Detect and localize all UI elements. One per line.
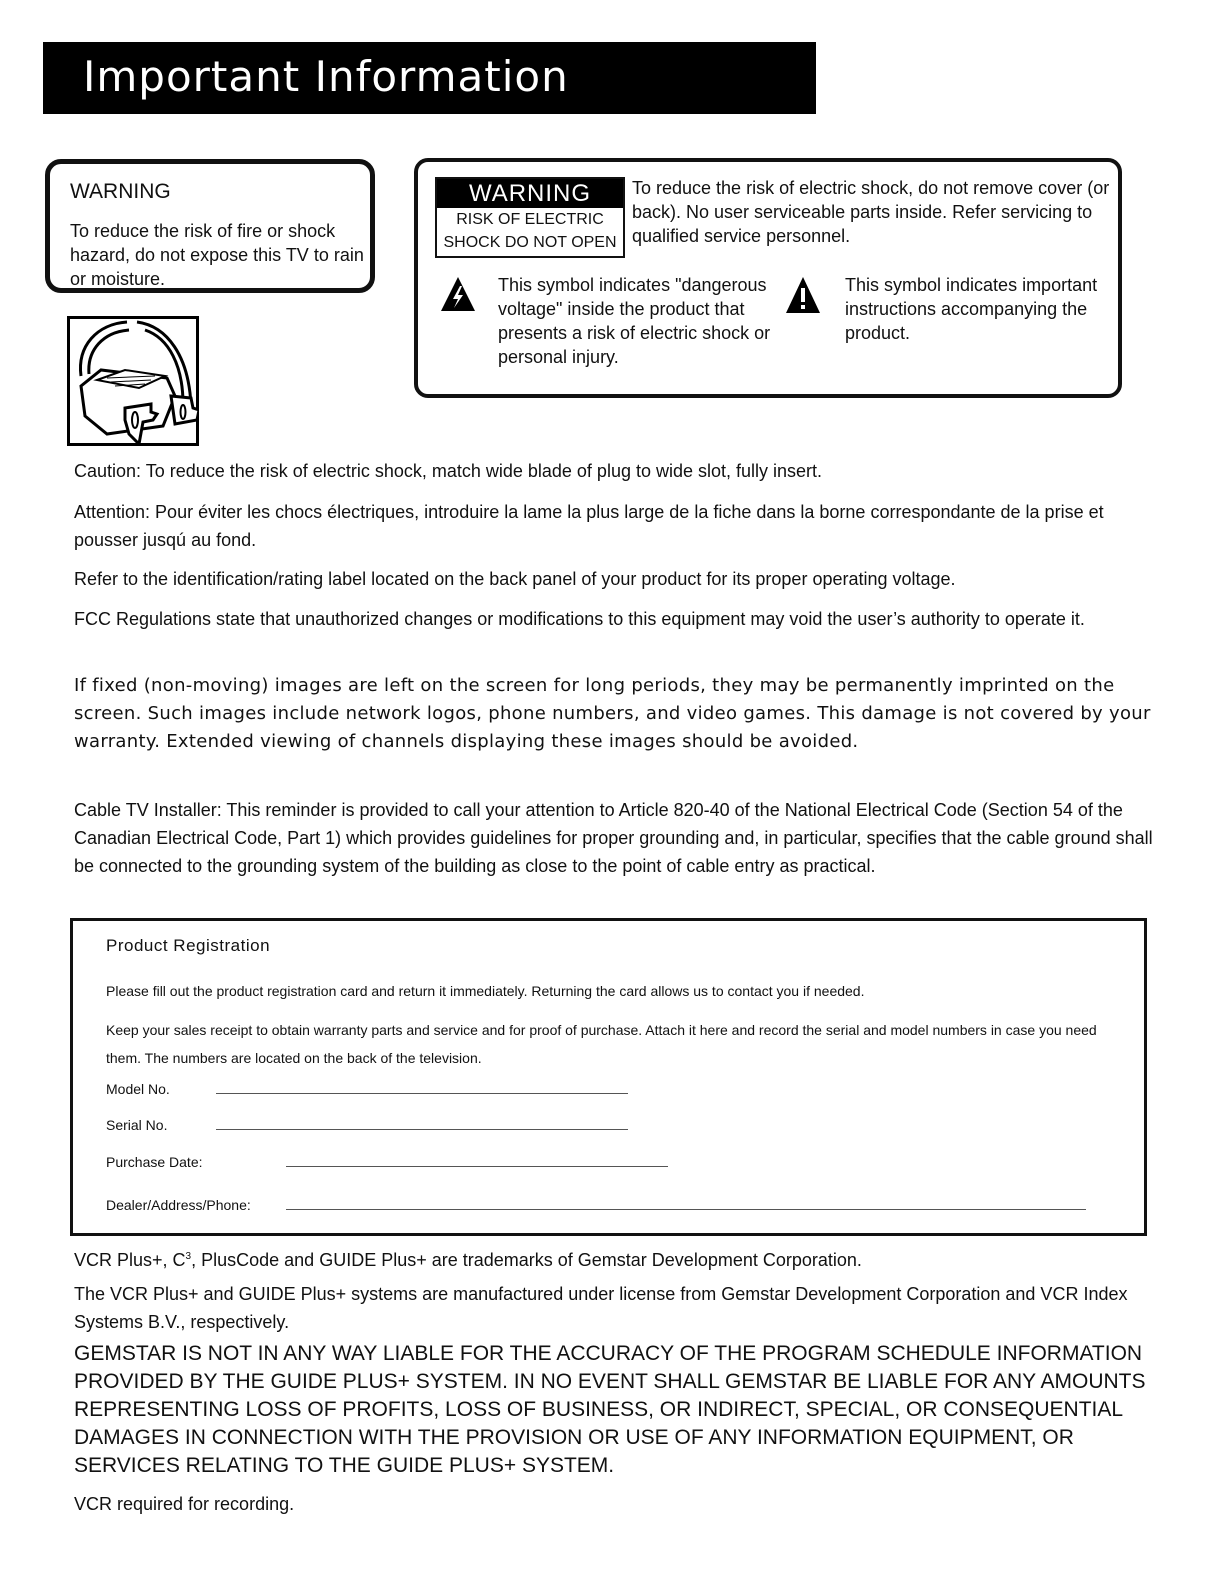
registration-text-1: Please fill out the product registration card and return it immediately. Returning the card allows us to contact you if needed. [106, 983, 865, 999]
license-paragraph: The VCR Plus+ and GUIDE Plus+ systems are manufactured under license from Gemstar Development Corporation and VCR Index Systems B.V., respectively. [74, 1284, 1128, 1332]
warning-label-heading: WARNING [437, 179, 623, 208]
rating-label-paragraph: Refer to the identification/rating label located on the back panel of your product for its proper operating voltage. [74, 569, 956, 589]
serial-number-field[interactable] [106, 1117, 628, 1133]
warning-label-line-1: RISK OF ELECTRIC [456, 211, 604, 228]
warning-label-line-2: SHOCK DO NOT OPEN [443, 234, 617, 251]
instructions-symbol-description: This symbol indicates important instructions accompanying the product. [845, 275, 1098, 343]
attention-paragraph: Attention: Pour éviter les chocs électriques, introduire la lame la plus large de la fiche dans la borne correspondante de la prise et pousser jusqú au fond. [74, 502, 1104, 550]
warning-heading: WARNING [70, 180, 171, 203]
lightning-warning-triangle-icon [440, 276, 476, 312]
serial-number-label: Serial No. [106, 1117, 168, 1133]
vcr-required-note: VCR required for recording. [74, 1494, 295, 1514]
warning-label [435, 177, 625, 258]
dealer-address-phone-field[interactable] [106, 1197, 1086, 1213]
gemstar-disclaimer: GEMSTAR IS NOT IN ANY WAY LIABLE FOR THE ACCURACY OF THE PROGRAM SCHEDULE INFORMATION PROVIDED BY THE GUIDE PLUS+ SYSTEM. IN NO EVENT SHALL GEMSTAR BE LIABLE FOR ANY AMOUNTS REPRESENTING LOSS OF PROFITS, LOSS OF BUSINESS, OR INDIRECT, SPECIAL, OR CONSEQUENTIAL DAMAGES IN CONNECTION WITH THE PROVISION OR USE OF ANY INFORMATION EQUIPMENT, OR SERVICES RELATING TO THE GUIDE PLUS+ SYSTEM. [74, 1342, 1146, 1477]
warning-text: To reduce the risk of fire or shock hazard, do not expose this TV to rain or moisture. [70, 221, 364, 289]
trademarks-text-a: VCR Plus+, C [74, 1250, 186, 1270]
model-number-line[interactable] [216, 1092, 628, 1094]
purchase-date-label: Purchase Date: [106, 1154, 203, 1170]
warning-message: To reduce the risk of electric shock, do not remove cover (or back). No user serviceable parts inside. Refer servicing to qualified service personnel. [632, 178, 1110, 246]
voltage-symbol-description: This symbol indicates "dangerous voltage" inside the product that presents a risk of electric shock or personal injury. [498, 275, 771, 367]
fixed-images-paragraph: If fixed (non-moving) images are left on the screen for long periods, they may be permanently imprinted on the screen. Such images include network logos, phone numbers, and video games. This damage is not covered by your warranty. Extended viewing of channels displaying these images should be avoided. [74, 675, 1151, 752]
purchase-date-field[interactable] [106, 1154, 668, 1170]
purchase-date-line[interactable] [286, 1165, 668, 1167]
warning-box-moisture [45, 159, 375, 293]
page-title-bar [43, 42, 816, 114]
fcc-paragraph: FCC Regulations state that unauthorized changes or modifications to this equipment may void the user’s authority to operate it. [74, 609, 1085, 629]
trademarks-text-b: , PlusCode and GUIDE Plus+ are trademarks of Gemstar Development Corporation. [191, 1250, 862, 1270]
exclamation-warning-triangle-icon [785, 276, 821, 314]
product-registration-box [70, 918, 1147, 1236]
page-title: Important Information [83, 52, 569, 101]
registration-text-2: Keep your sales receipt to obtain warranty parts and service and for proof of purchase. Attach it here and record the serial and model numbers in case you need them. The numbers are located on the back of the television. [106, 1022, 1097, 1066]
model-number-field[interactable] [106, 1081, 628, 1097]
caution-paragraph: Caution: To reduce the risk of electric shock, match wide blade of plug to wide slot, fully insert. [74, 461, 823, 481]
trademarks-paragraph [74, 1243, 1169, 1274]
serial-number-line[interactable] [216, 1128, 628, 1130]
cable-installer-paragraph: Cable TV Installer: This reminder is provided to call your attention to Article 820-40 of the National Electrical Code (Section 54 of the Canadian Electrical Code, Part 1) which provides guidelines for proper grounding and, in particular, specifies that the cable ground shall be connected to the grounding system of the building as close to the point of cable entry as practical. [74, 800, 1153, 876]
polarized-plug-icon [67, 316, 199, 446]
warning-box-electric-shock [414, 158, 1122, 398]
model-number-label: Model No. [106, 1081, 170, 1097]
registration-title: Product Registration [106, 936, 271, 955]
dealer-address-phone-line[interactable] [286, 1208, 1086, 1210]
trademarks-superscript: 3 [185, 1251, 192, 1262]
dealer-address-phone-label: Dealer/Address/Phone: [106, 1197, 251, 1213]
